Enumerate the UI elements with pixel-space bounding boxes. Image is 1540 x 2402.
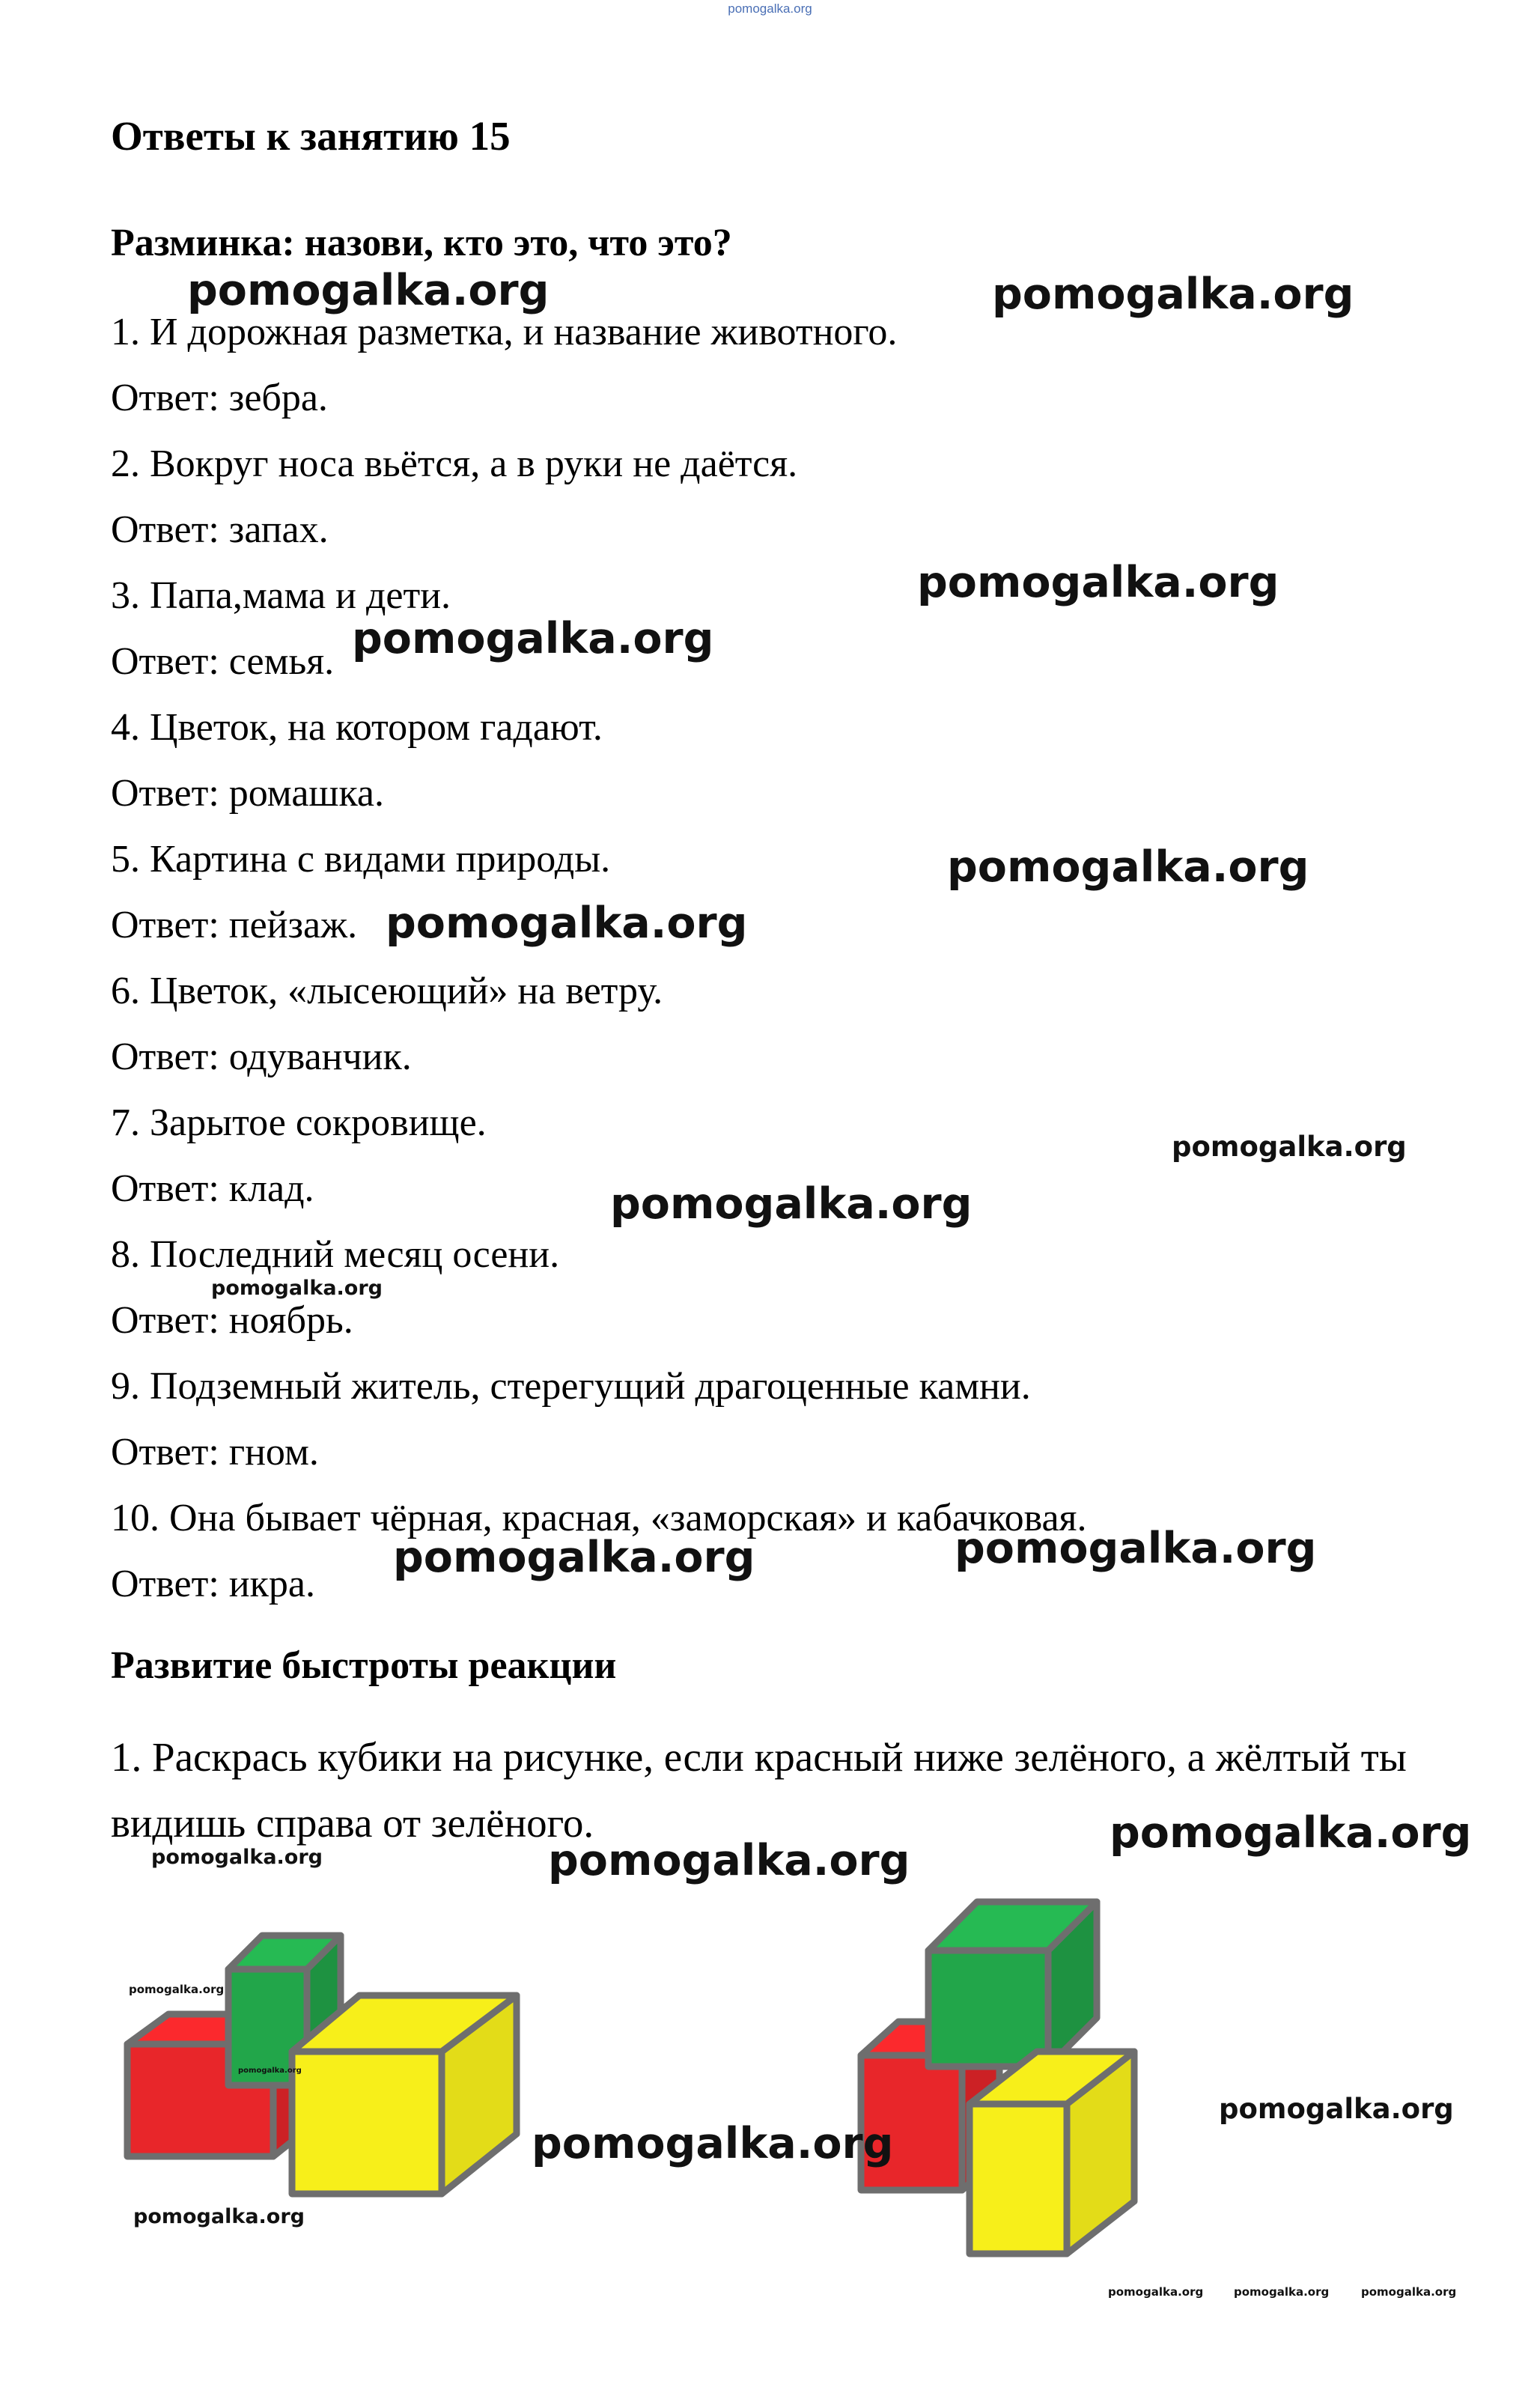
watermark: pomogalka.org xyxy=(947,842,1309,892)
green-cube xyxy=(928,1902,1097,2067)
watermark: pomogalka.org xyxy=(532,2119,894,2168)
watermark: pomogalka.org xyxy=(1110,1808,1472,1858)
cubes-drawing-left xyxy=(112,1887,547,2231)
watermark: pomogalka.org xyxy=(393,1533,755,1582)
watermark: pomogalka.org xyxy=(238,2067,302,2075)
watermark: pomogalka.org xyxy=(1108,2285,1204,2299)
question-3: 3. Папа,мама и дети. xyxy=(111,574,451,617)
answer-2: Ответ: запах. xyxy=(111,508,329,551)
watermark: pomogalka.org xyxy=(610,1179,973,1229)
question-5: 5. Картина с видами природы. xyxy=(111,838,611,881)
question-10: 10. Она бывает чёрная, красная, «заморская» и кабачковая. xyxy=(111,1497,1087,1539)
question-9: 9. Подземный житель, стерегущий драгоценные камни. xyxy=(111,1365,1031,1408)
question-6: 6. Цветок, «лысеющий» на ветру. xyxy=(111,970,663,1012)
watermark: pomogalka.org xyxy=(1361,2285,1457,2299)
watermark: pomogalka.org xyxy=(1219,2093,1454,2125)
watermark: pomogalka.org xyxy=(352,614,714,663)
reaction-task: 1. Раскрась кубики на рисунке, если красный ниже зелёного, а жёлтый ты видишь справа от зелёного. xyxy=(111,1734,1407,1846)
watermark: pomogalka.org xyxy=(211,1277,383,1300)
question-1: 1. И дорожная разметка, и название животного. xyxy=(111,311,898,353)
reaction-heading: Развитие быстроты реакции xyxy=(111,1644,617,1687)
question-4: 4. Цветок, на котором гадают. xyxy=(111,706,603,749)
watermark: pomogalka.org xyxy=(386,899,748,948)
watermark: pomogalka.org xyxy=(151,1846,323,1869)
page-title: Ответы к занятию 15 xyxy=(111,113,511,159)
answer-10: Ответ: икра. xyxy=(111,1563,315,1605)
question-2: 2. Вокруг носа вьётся, а в руки не даётся. xyxy=(111,443,798,485)
answer-6: Ответ: одуванчик. xyxy=(111,1036,412,1078)
yellow-cube xyxy=(970,2052,1134,2254)
answer-9: Ответ: гном. xyxy=(111,1431,319,1474)
watermark: pomogalka.org xyxy=(992,270,1354,319)
answer-3: Ответ: семья. xyxy=(111,640,335,683)
watermark: pomogalka.org xyxy=(133,2205,305,2228)
watermark: pomogalka.org xyxy=(1234,2285,1330,2299)
watermark: pomogalka.org xyxy=(1172,1131,1407,1163)
watermark: pomogalka.org xyxy=(187,266,550,315)
watermark: pomogalka.org xyxy=(548,1836,910,1885)
answer-4: Ответ: ромашка. xyxy=(111,772,385,815)
source-mark: pomogalka.org xyxy=(728,1,812,16)
answer-8: Ответ: ноябрь. xyxy=(111,1299,353,1342)
watermark: pomogalka.org xyxy=(129,1983,225,1996)
answer-5: Ответ: пейзаж. xyxy=(111,904,358,946)
cubes-drawing-right xyxy=(846,1887,1175,2306)
watermark: pomogalka.org xyxy=(955,1524,1317,1573)
warmup-heading: Разминка: назови, кто это, что это? xyxy=(111,222,732,264)
warmup-list xyxy=(111,300,1086,1617)
answer-7: Ответ: клад. xyxy=(111,1167,314,1210)
watermark: pomogalka.org xyxy=(917,558,1279,607)
question-7: 7. Зарытое сокровище. xyxy=(111,1101,487,1144)
yellow-cube xyxy=(292,1995,517,2194)
answer-1: Ответ: зебра. xyxy=(111,377,328,419)
question-8: 8. Последний месяц осени. xyxy=(111,1233,560,1276)
